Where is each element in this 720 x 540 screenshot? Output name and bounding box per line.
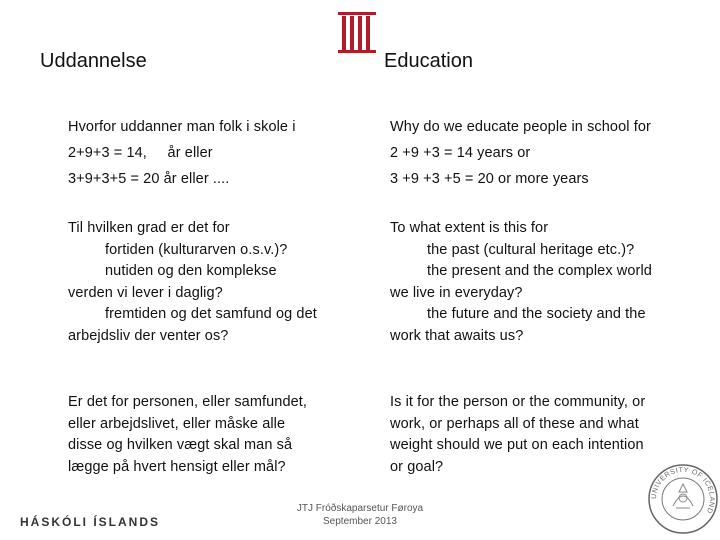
left-person-line-4: lægge på hvert hensigt eller mål?: [68, 458, 286, 475]
left-extent-line-1: Til hvilken grad er det for: [68, 220, 230, 236]
left-person-line-1: Er det for personen, eller samfundet,: [68, 394, 308, 410]
university-pillars-icon: [336, 12, 378, 54]
left-extent-line-2: fortiden (kulturarven o.s.v.)?: [105, 241, 288, 258]
right-why-line-2: 2 +9 +3 = 14 years or: [390, 145, 531, 161]
left-why-line-3: 3+9+3+5 = 20 år eller ....: [68, 171, 230, 187]
heading-left: Uddannelse: [40, 50, 147, 72]
right-extent-line-4: we live in everyday?: [390, 284, 523, 301]
right-extent-block: [390, 218, 652, 347]
left-person-block: [68, 392, 307, 478]
right-extent-line-5: the future and the society and the: [427, 306, 646, 322]
right-person-line-4: or goal?: [390, 458, 444, 475]
left-extent-block: [68, 218, 317, 347]
left-why-line-1: Hvorfor uddanner man folk i skole i: [68, 119, 296, 135]
university-seal-icon: [646, 462, 720, 536]
left-extent-line-4: verden vi lever i daglig?: [68, 284, 223, 301]
left-extent-line-6: arbejdsliv der venter os?: [68, 327, 229, 344]
university-logo-text: HÁSKÓLI ÍSLANDS: [20, 515, 161, 529]
footer-line-2: September 2013: [323, 516, 397, 527]
right-extent-line-1: To what extent is this for: [390, 220, 549, 236]
left-extent-line-3: nutiden og den komplekse: [105, 263, 277, 279]
right-person-line-2: work, or perhaps all of these and what: [390, 415, 639, 432]
right-extent-line-3: the present and the complex world: [427, 263, 652, 279]
right-extent-line-2: the past (cultural heritage etc.)?: [427, 241, 635, 258]
footer: [280, 502, 440, 528]
right-why-line-3: 3 +9 +3 +5 = 20 or more years: [390, 171, 589, 187]
left-extent-line-5: fremtiden og det samfund og det: [105, 306, 317, 322]
right-extent-line-6: work that awaits us?: [390, 327, 524, 344]
footer-line-1: JTJ Fróðskaparsetur Føroya: [296, 503, 424, 514]
right-person-line-1: Is it for the person or the community, or: [390, 394, 646, 410]
right-person-line-3: weight should we put on each intention: [390, 437, 644, 453]
right-person-block: [390, 392, 645, 478]
right-why-line-1: Why do we educate people in school for: [390, 119, 651, 135]
left-person-line-2: eller arbejdslivet, eller måske alle: [68, 415, 286, 432]
heading-right: Education: [384, 50, 473, 72]
left-why-line-2: 2+9+3 = 14, år eller: [68, 145, 213, 161]
left-person-line-3: disse og hvilken vægt skal man så: [68, 437, 293, 453]
seal-text: UNIVERSITY OF ICELAND: [650, 466, 716, 515]
